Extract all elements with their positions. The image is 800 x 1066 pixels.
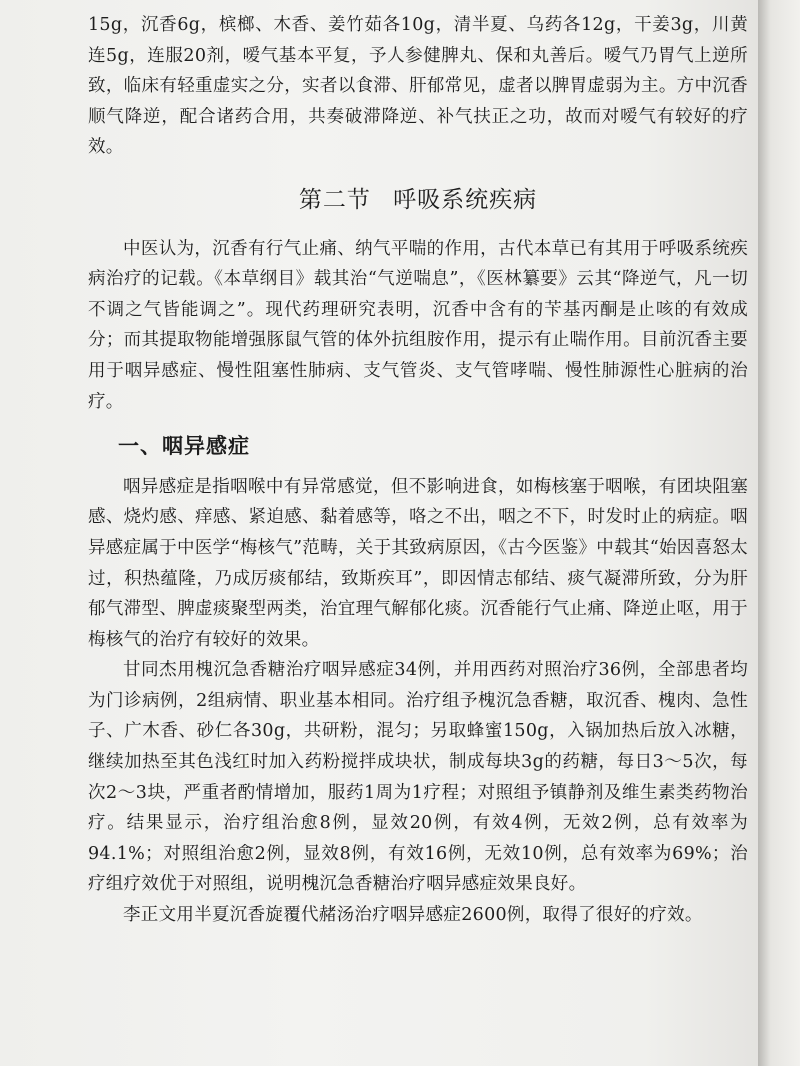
page-content — [88, 10, 748, 931]
section-title: 呼吸系统疾病 — [393, 186, 538, 213]
section-number: 第二节 — [298, 186, 371, 213]
paragraph-definition: 咽异感症是指咽喉中有异常感觉，但不影响进食，如梅核塞于咽喉，有团块阻塞感、烧灼感、痒感、紧迫感、黏着感等，咯之不出，咽之不下，时发时止的病症。咽异感症属于中医学“梅核气”范畴，关于其致病原因，《古今医鉴》中载其“始因喜怒太过，积热蕴隆，乃成厉痰郁结，致斯疾耳”，即因情志郁结、痰气凝滞所致，分为肝郁气滞型、脾虚痰聚型两类，治宜理气解郁化痰。沉香能行气止痛、降逆止呕，用于梅核气的治疗有较好的效果。 — [88, 476, 748, 650]
paragraph-last: 李正文用半夏沉香旋覆代赭汤治疗咽异感症2600例，取得了很好的疗效。 — [123, 905, 703, 926]
facing-page-edge — [758, 0, 800, 1066]
section-heading — [88, 185, 748, 216]
section-intro: 中医认为，沉香有行气止痛、纳气平喘的作用，古代本草已有其用于呼吸系统疾病治疗的记载。《本草纲目》载其治“气逆喘息”，《医林纂要》云其“降逆气，凡一切不调之气皆能调之”。现代药理研究表明，沉香中含有的苄基丙酮是止咳的有效成分；而其提取物能增强豚鼠气管的体外抗组胺作用，提示有止喘作用。目前沉香主要用于咽异感症、慢性阻塞性肺病、支气管炎、支气管哮喘、慢性肺源性心脏病的治疗。 — [88, 238, 748, 412]
subsection-title: 一、咽异感症 — [118, 434, 250, 459]
top-paragraph: 15g，沉香6g，槟榔、木香、姜竹茹各10g，清半夏、乌药各12g，干姜3g，川黄连5g，连服20剂，嗳气基本平复，予人参健脾丸、保和丸善后。嗳气乃胃气上逆所致，临床有轻重虚实之分，实者以食滞、肝郁常见，虚者以脾胃虚弱为主。方中沉香顺气降逆，配合诸药合用，共奏破滞降逆、补气扶正之功，故而对嗳气有较好的疗效。 — [88, 15, 748, 158]
paragraph-clinical-study: 甘同杰用槐沉急香糖治疗咽异感症34例，并用西药对照治疗36例，全部患者均为门诊病例，2组病情、职业基本相同。治疗组予槐沉急香糖，取沉香、槐肉、急性子、广木香、砂仁各30g，共研粉，混匀；另取蜂蜜150g，入锅加热后放入冰糖，继续加热至其色浅红时加入药粉搅拌成块状，制成每块3g的药糖，每日3～5次，每次2～3块，严重者酌情增加，服药1周为1疗程；对照组予镇静剂及维生素类药物治疗。结果显示，治疗组治愈8例，显效20例，有效4例，无效2例，总有效率为94.1%；对照组治愈2例，显效8例，有效16例，无效10例，总有效率为69%；治疗组疗效优于对照组，说明槐沉急香糖治疗咽异感症效果良好。 — [88, 660, 748, 895]
